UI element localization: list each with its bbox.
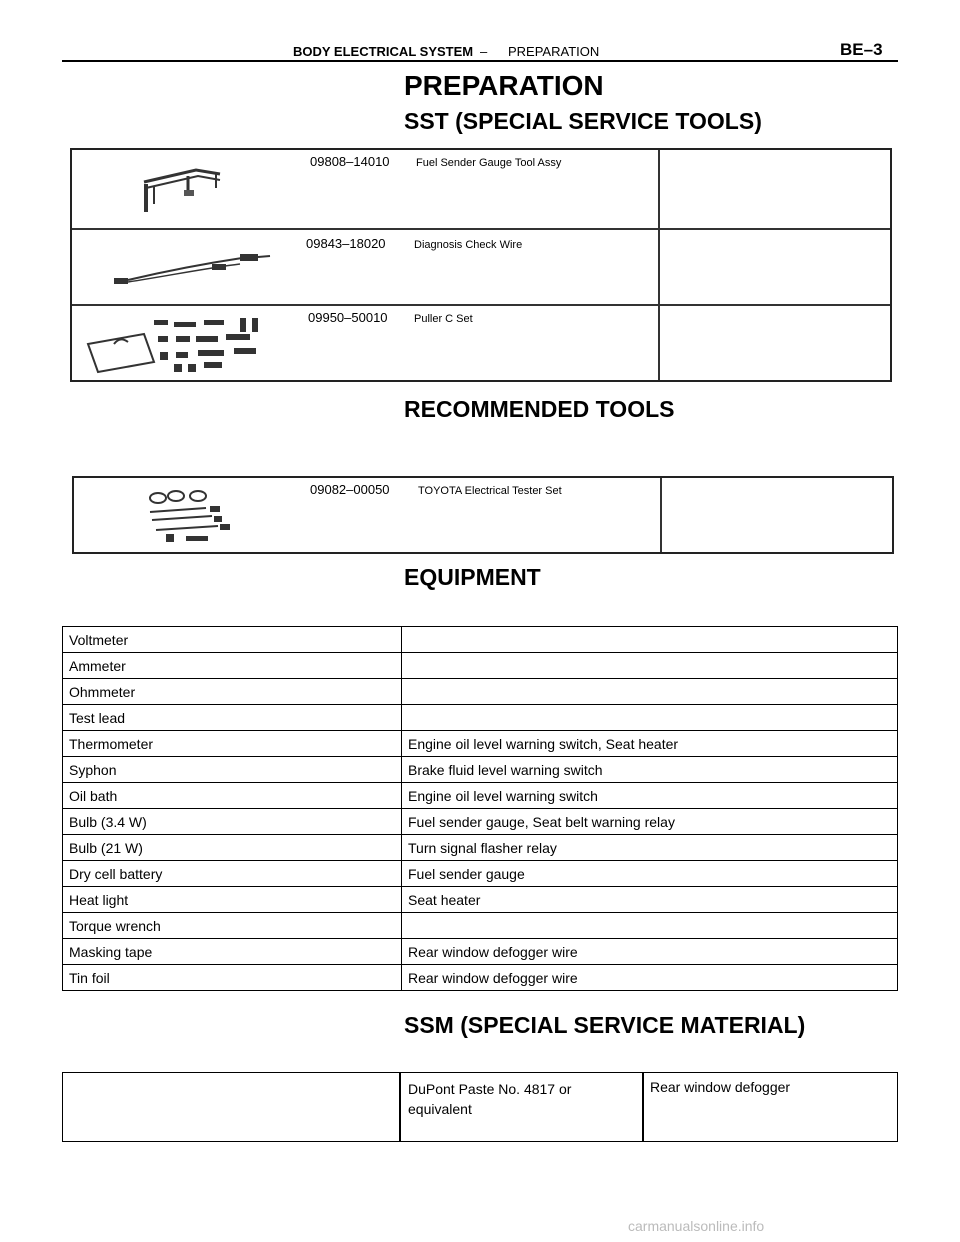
table-row <box>63 809 898 835</box>
part-number: 09082–00050 <box>310 482 390 497</box>
table-row <box>63 653 898 679</box>
watermark: carmanualsonline.info <box>628 1218 765 1234</box>
sst-row <box>72 304 890 380</box>
recommended-table <box>72 476 894 554</box>
ssm-material: DuPont Paste No. 4817 or equivalent <box>408 1081 572 1117</box>
equipment-name: Dry cell battery <box>63 861 402 887</box>
check-wire-icon <box>112 242 272 292</box>
equipment-use: Rear window defogger wire <box>402 939 898 965</box>
equipment-name: Masking tape <box>63 939 402 965</box>
equipment-name: Ammeter <box>63 653 402 679</box>
sst-table <box>70 148 892 382</box>
table-row <box>63 965 898 991</box>
sst-row <box>72 150 890 228</box>
header-rule <box>62 60 898 62</box>
tool-name: Fuel Sender Gauge Tool Assy <box>416 157 562 169</box>
equipment-name: Torque wrench <box>63 913 402 939</box>
ssm-heading: SSM (SPECIAL SERVICE MATERIAL) <box>404 1012 806 1038</box>
equipment-heading: EQUIPMENT <box>404 564 541 590</box>
equipment-name: Oil bath <box>63 783 402 809</box>
recommended-row <box>74 478 892 552</box>
table-row <box>63 835 898 861</box>
table-row <box>63 705 898 731</box>
tool-name: TOYOTA Electrical Tester Set <box>418 485 562 497</box>
table-row <box>63 913 898 939</box>
equipment-use: Fuel sender gauge, Seat belt warning relay <box>402 809 898 835</box>
page-title: PREPARATION <box>404 70 604 101</box>
header-separator: – <box>480 44 488 59</box>
table-row <box>63 679 898 705</box>
equipment-name: Thermometer <box>63 731 402 757</box>
header-subsection: PREPARATION <box>508 44 600 59</box>
table-row <box>63 757 898 783</box>
table-row <box>63 887 898 913</box>
equipment-name: Test lead <box>63 705 402 731</box>
equipment-use <box>402 653 898 679</box>
tester-set-icon <box>146 488 236 544</box>
part-number: 09808–14010 <box>310 154 390 169</box>
sst-row <box>72 228 890 304</box>
equipment-use <box>402 705 898 731</box>
table-row <box>63 731 898 757</box>
page-number: BE–3 <box>840 40 883 59</box>
equipment-name: Voltmeter <box>63 627 402 653</box>
equipment-name: Syphon <box>63 757 402 783</box>
equipment-use <box>402 913 898 939</box>
puller-set-icon <box>84 314 274 376</box>
equipment-use: Turn signal flasher relay <box>402 835 898 861</box>
table-row <box>63 939 898 965</box>
table-row <box>63 627 898 653</box>
equipment-name: Bulb (3.4 W) <box>63 809 402 835</box>
equipment-name: Bulb (21 W) <box>63 835 402 861</box>
equipment-use: Engine oil level warning switch <box>402 783 898 809</box>
tool-name: Diagnosis Check Wire <box>414 239 523 251</box>
table-row <box>63 783 898 809</box>
equipment-use: Engine oil level warning switch, Seat heater <box>402 731 898 757</box>
equipment-name: Tin foil <box>63 965 402 991</box>
part-number: 09843–18020 <box>306 236 386 251</box>
equipment-use <box>402 679 898 705</box>
part-number: 09950–50010 <box>308 310 388 325</box>
equipment-use <box>402 627 898 653</box>
ssm-table <box>62 1072 898 1142</box>
equipment-name: Heat light <box>63 887 402 913</box>
equipment-use: Brake fluid level warning switch <box>402 757 898 783</box>
equipment-use: Rear window defogger wire <box>402 965 898 991</box>
tool-name: Puller C Set <box>414 313 473 325</box>
gauge-tool-icon <box>136 164 226 216</box>
table-row <box>63 861 898 887</box>
equipment-name: Ohmmeter <box>63 679 402 705</box>
header-section: BODY ELECTRICAL SYSTEM <box>293 44 474 59</box>
column-divider <box>399 1073 401 1141</box>
equipment-use: Fuel sender gauge <box>402 861 898 887</box>
recommended-heading: RECOMMENDED TOOLS <box>404 396 675 422</box>
equipment-table <box>62 626 898 991</box>
equipment-use: Seat heater <box>402 887 898 913</box>
column-divider <box>642 1073 644 1141</box>
sst-heading: SST (SPECIAL SERVICE TOOLS) <box>404 108 762 134</box>
ssm-use: Rear window defogger <box>650 1079 791 1095</box>
